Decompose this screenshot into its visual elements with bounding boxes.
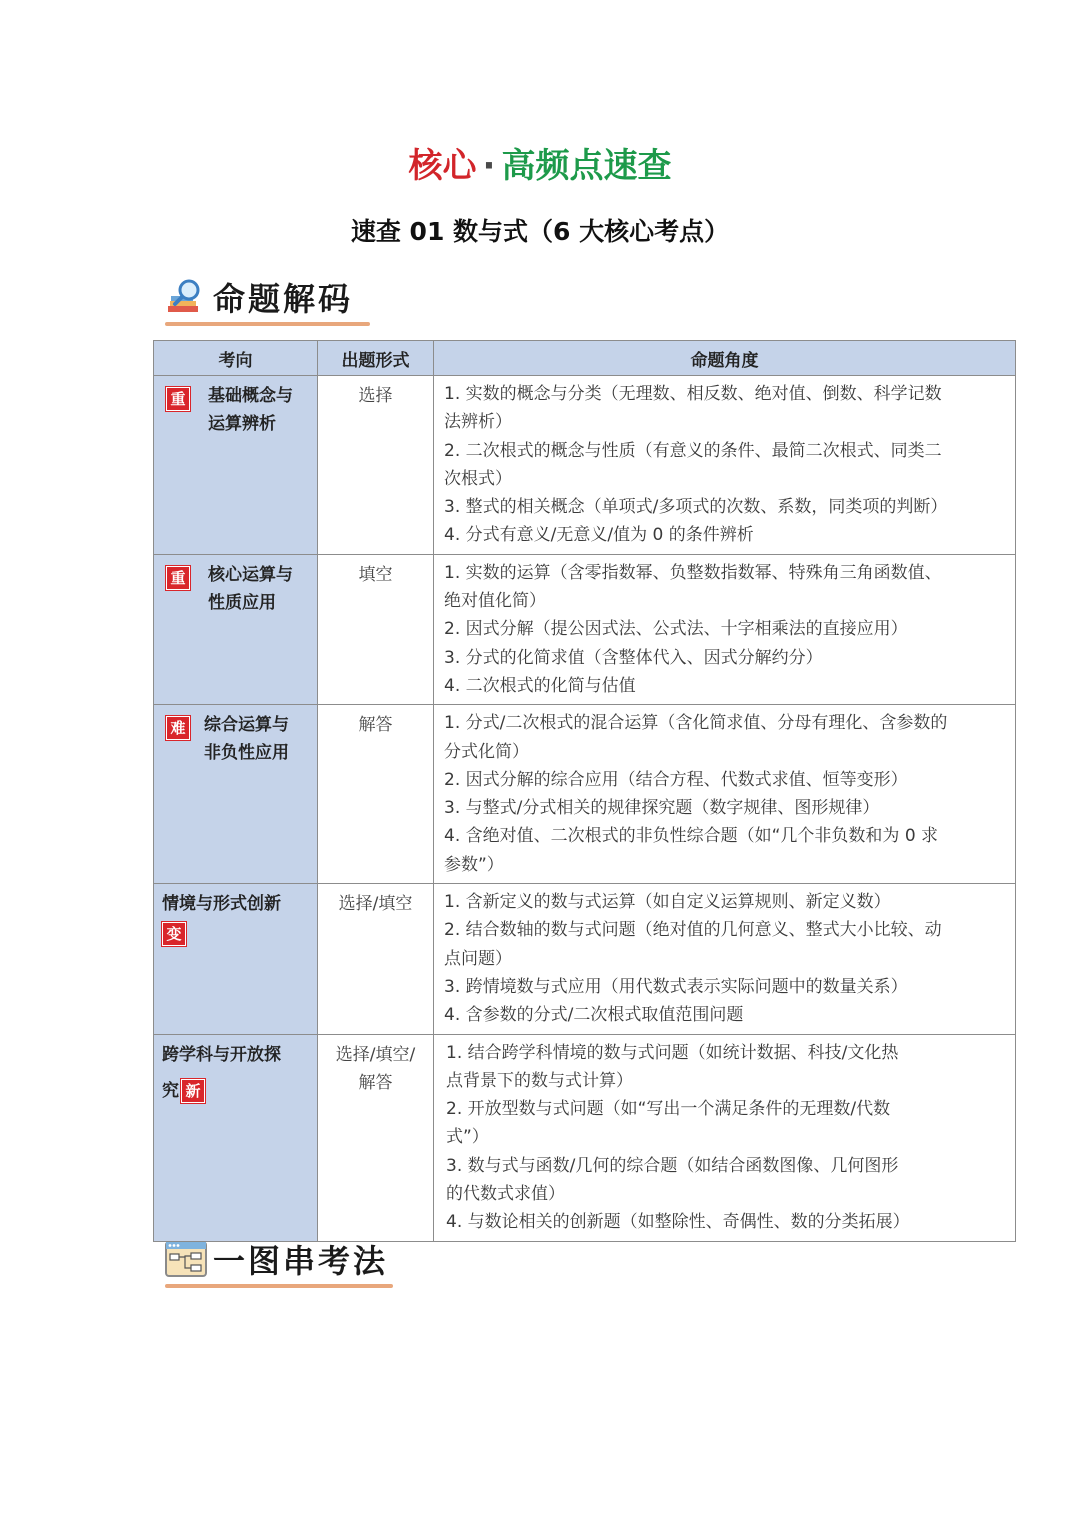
direction-line: 综合运算与 bbox=[204, 715, 289, 736]
angle-line: 3. 分式的化简求值（含整体代入、因式分解约分） bbox=[444, 647, 823, 668]
direction-cell bbox=[154, 884, 318, 1034]
angle-line: 3. 整式的相关概念（单项式/多项式的次数、系数，同类项的判断） bbox=[444, 497, 948, 518]
direction-line: 跨学科与开放探 bbox=[162, 1044, 281, 1065]
form-line: 填空 bbox=[358, 564, 393, 585]
direction-line: 非负性应用 bbox=[204, 743, 289, 764]
flowchart-window-icon bbox=[165, 1241, 207, 1277]
angle-line: 1. 分式/二次根式的混合运算（含化简求值、分母有理化、含参数的 bbox=[444, 713, 948, 734]
badge-new: 新 bbox=[181, 1079, 205, 1103]
angle-line: 绝对值化简） bbox=[444, 591, 546, 612]
table-row bbox=[154, 554, 1016, 704]
section-heading-map bbox=[165, 1232, 388, 1286]
title-quick-check: 高频点速查 bbox=[501, 146, 672, 186]
angle-line: 的代数式求值） bbox=[446, 1184, 565, 1205]
angle-line: 次根式） bbox=[444, 468, 512, 489]
angle-line: 1. 实数的运算（含零指数幂、负整数指数幂、特殊角三角函数值、 bbox=[444, 562, 942, 583]
form-line: 选择/填空/ bbox=[335, 1044, 416, 1065]
column-header-form: 出题形式 bbox=[318, 341, 434, 376]
angle-line: 3. 与整式/分式相关的规律探究题（数字规律、图形规律） bbox=[444, 798, 880, 819]
page-subtitle: 速查 01 数与式（6 大核心考点） bbox=[350, 217, 730, 246]
angle-cell bbox=[434, 376, 1016, 555]
angle-line: 点背景下的数与式计算） bbox=[446, 1070, 633, 1091]
form-cell bbox=[318, 705, 434, 884]
exam-analysis-table bbox=[153, 340, 1016, 1242]
section-heading-decode-text: 命题解码 bbox=[213, 280, 354, 318]
section-heading-map-text: 一图串考法 bbox=[213, 1242, 389, 1280]
magnifier-books-icon bbox=[165, 276, 207, 318]
table-row bbox=[154, 1034, 1016, 1241]
table-row bbox=[154, 705, 1016, 884]
badge-hard: 难 bbox=[166, 716, 190, 740]
angle-line: 4. 二次根式的化简与估值 bbox=[444, 675, 636, 696]
title-dot: · bbox=[482, 146, 496, 186]
direction-line: 基础概念与 bbox=[208, 386, 293, 406]
angle-line: 4. 分式有意义/无意义/值为 0 的条件辨析 bbox=[444, 525, 754, 546]
table-header-row bbox=[154, 341, 1016, 376]
direction-line: 运算辨析 bbox=[208, 414, 276, 434]
badge-key: 重 bbox=[166, 566, 190, 590]
table-row bbox=[154, 884, 1016, 1034]
table-row bbox=[154, 376, 1016, 555]
direction-line: 究 bbox=[162, 1080, 179, 1101]
form-line: 选择/填空 bbox=[338, 894, 413, 915]
direction-cell bbox=[154, 1034, 318, 1241]
angle-line: 1. 实数的概念与分类（无理数、相反数、绝对值、倒数、科学记数 bbox=[444, 384, 942, 404]
angle-line: 2. 结合数轴的数与式问题（绝对值的几何意义、整式大小比较、动 bbox=[444, 920, 942, 941]
column-header-direction: 考向 bbox=[154, 341, 318, 376]
angle-line: 1. 结合跨学科情境的数与式问题（如统计数据、科技/文化热 bbox=[446, 1042, 899, 1063]
direction-cell bbox=[154, 376, 318, 555]
angle-line: 1. 含新定义的数与式运算（如自定义运算规则、新定义数） bbox=[444, 892, 891, 913]
angle-line: 法辨析） bbox=[444, 412, 512, 433]
badge-change: 变 bbox=[162, 922, 186, 946]
angle-cell bbox=[434, 884, 1016, 1034]
form-line: 选择 bbox=[358, 386, 393, 406]
form-line: 解答 bbox=[358, 715, 393, 736]
form-line: 解答 bbox=[358, 1072, 393, 1093]
angle-cell bbox=[434, 705, 1016, 884]
form-cell bbox=[318, 1034, 434, 1241]
heading-underline bbox=[165, 1284, 393, 1288]
form-cell bbox=[318, 554, 434, 704]
direction-cell bbox=[154, 705, 318, 884]
angle-line: 2. 因式分解（提公因式法、公式法、十字相乘法的直接应用） bbox=[444, 619, 908, 640]
heading-underline bbox=[165, 322, 370, 326]
direction-line: 情境与形式创新 bbox=[162, 894, 281, 915]
direction-line: 核心运算与 bbox=[208, 564, 293, 585]
angle-line: 分式化简） bbox=[444, 741, 529, 762]
page-title bbox=[0, 138, 1080, 187]
badge-key: 重 bbox=[166, 387, 190, 411]
angle-line: 3. 数与式与函数/几何的综合题（如结合函数图像、几何图形 bbox=[446, 1155, 899, 1176]
angle-line: 参数”） bbox=[444, 854, 504, 875]
angle-line: 式”） bbox=[446, 1127, 489, 1148]
form-cell bbox=[318, 884, 434, 1034]
column-header-angle: 命题角度 bbox=[434, 341, 1016, 376]
angle-cell bbox=[434, 1034, 1016, 1241]
angle-line: 4. 与数论相关的创新题（如整除性、奇偶性、数的分类拓展） bbox=[446, 1212, 910, 1233]
angle-line: 2. 二次根式的概念与性质（有意义的条件、最简二次根式、同类二 bbox=[444, 440, 942, 461]
angle-line: 2. 开放型数与式问题（如“写出一个满足条件的无理数/代数 bbox=[446, 1099, 891, 1120]
form-cell bbox=[318, 376, 434, 555]
angle-line: 点问题） bbox=[444, 948, 512, 969]
angle-line: 2. 因式分解的综合应用（结合方程、代数式求值、恒等变形） bbox=[444, 769, 908, 790]
title-core: 核心 bbox=[408, 146, 477, 186]
angle-line: 4. 含绝对值、二次根式的非负性综合题（如“几个非负数和为 0 求 bbox=[444, 826, 939, 847]
angle-line: 4. 含参数的分式/二次根式取值范围问题 bbox=[444, 1005, 744, 1026]
direction-line: 性质应用 bbox=[208, 592, 276, 613]
angle-line: 3. 跨情境数与式应用（用代数式表示实际问题中的数量关系） bbox=[444, 976, 908, 997]
direction-cell bbox=[154, 554, 318, 704]
angle-cell bbox=[434, 554, 1016, 704]
section-heading-decode bbox=[165, 270, 353, 324]
